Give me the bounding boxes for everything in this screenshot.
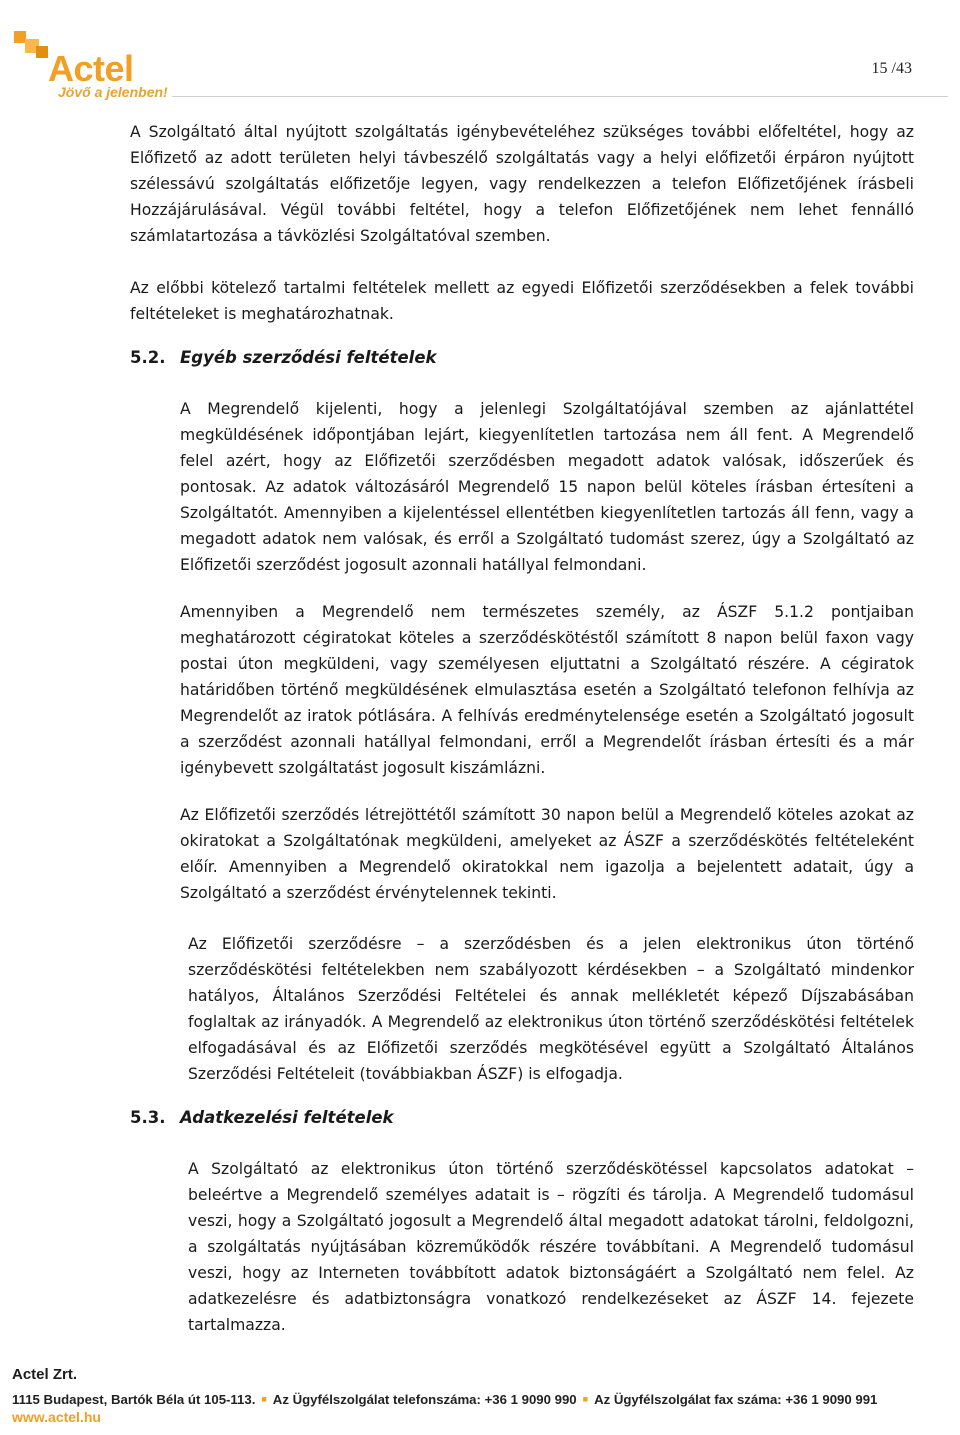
footer-website-link[interactable]: www.actel.hu — [12, 1409, 101, 1425]
header-divider — [172, 96, 948, 97]
bullet-square-icon: ■ — [261, 1394, 267, 1404]
footer-address: 1115 Budapest, Bartók Béla út 105-113. — [12, 1392, 256, 1407]
section-title: Egyéb szerződési feltételek — [180, 348, 437, 367]
paragraph-company-documents: Amennyiben a Megrendelő nem természetes személy, az ÁSZF 5.1.2 pontjaiban meghatározott cégiratokat köteles a szerződéskötéstől számított 8 napon belül faxon vagy postai úton megküldeni, vagy személyesen eljuttatni a Szolgáltató részére. A cégiratok határidőben történő megküldésének elmulasztása esetén a Szolgáltató telefonon felhívja az Megrendelőt az iratok pótlására. A felhívás eredménytelensége esetén a Szolgáltató jogosult a szerződést azonnali hatállyal felmondani, erről a Megrendelőt írásban értesíti és a már igénybevett szolgáltatást jogosult kiszámlázni. — [180, 603, 914, 777]
paragraph-prerequisites: A Szolgáltató által nyújtott szolgáltatás igénybevételéhez szükséges további előfeltétel, hogy az Előfizető az adott területen helyi távbeszélő szolgáltatás vagy a helyi előfizetői érpáron nyújtott szélessávú szolgáltatás előfizetője legyen, vagy rendelkezzen a telefon Előfizetőjének írásbeli Hozzájárulásával. Végül további feltétel, hogy a telefon Előfizetőjének nem lehet fennálló számlatartozása a távközlési Szolgáltatóval szemben. — [130, 123, 914, 245]
logo-tagline: Jövő a jelenben! — [58, 84, 168, 100]
paragraph-additional-terms: Az előbbi kötelező tartalmi feltételek mellett az egyedi Előfizetői szerződésekben a felek további feltételeket is meghatározhatnak. — [130, 279, 914, 323]
bullet-square-icon: ■ — [582, 1394, 589, 1404]
footer-phone: Az Ügyfélszolgálat telefonszáma: +36 1 9090 990 — [272, 1392, 577, 1407]
page-footer — [12, 1366, 952, 1425]
section-heading-5-2 — [130, 348, 437, 367]
paragraph-governing-terms: Az Előfizetői szerződésre – a szerződésben és a jelen elektronikus úton történő szerződéskötési feltételekben nem szabályozott kérdésekben – a Szolgáltató mindenkor hatályos, Általános Szerződési Feltételei és annak mellékletét képező Díjszabásában foglaltak az irányadók. A Megrendelő az elektronikus úton történő szerződéskötési feltételek elfogadásával és az Előfizetői szerződés megkötésével együtt a Szolgáltató Általános Szerződési Feltételeit (továbbiakban ÁSZF) is elfogadja. — [188, 935, 914, 1083]
footer-company: Actel Zrt. — [12, 1366, 78, 1383]
logo-wordmark: Actel — [48, 48, 134, 89]
section-number: 5.2. — [130, 348, 166, 367]
section-number: 5.3. — [130, 1108, 166, 1127]
section-title: Adatkezelési feltételek — [180, 1108, 394, 1127]
page-number: 15 /43 — [871, 60, 912, 77]
section-heading-5-3 — [130, 1108, 394, 1127]
footer-contact-line — [12, 1392, 952, 1407]
paragraph-deadline: Az Előfizetői szerződés létrejöttétől számított 30 napon belül a Megrendelő köteles azokat az okiratokat a Szolgáltatónak megküldeni, amelyeket az ÁSZF a szerződéskötés feltételeként előír. Amennyiben a Megrendelő okiratokkal nem igazolja a bejelentett adatait, úgy a Szolgáltató a szerződést érvénytelennek tekinti. — [180, 806, 914, 902]
paragraph-declaration: A Megrendelő kijelenti, hogy a jelenlegi Szolgáltatójával szemben az ajánlattétel megküldésének időpontjában lejárt, kiegyenlítetlen tartozása nem áll fent. A Megrendelő felel azért, hogy az Előfizetői szerződésben megadott adatok valósak, időszerűek és pontosak. Az adatok változásáról Megrendelő 15 napon belül köteles írásban értesíteni a Szolgáltatót. Amennyiben a kijelentéssel ellentétben kiegyenlítetlen tartozás áll fenn, vagy a megadott adatok nem valósak, és erről a Szolgáltató tudomást szerez, úgy a Szolgáltató az Előfizetői szerződést jogosult azonnali hatállyal felmondani. — [180, 400, 914, 574]
footer-fax: Az Ügyfélszolgálat fax száma: +36 1 9090 991 — [594, 1392, 878, 1407]
paragraph-data-handling: A Szolgáltató az elektronikus úton történő szerződéskötéssel kapcsolatos adatokat – beleértve a Megrendelő személyes adatait is – rögzíti és tárolja. A Megrendelő tudomásul veszi, hogy a Szolgáltató jogosult a Megrendelő által megadott adatokat tárolni, feldolgozni, a szolgáltatás nyújtásában közreműködők részére továbbítani. A Megrendelő tudomásul veszi, hogy az Interneten továbbított adatok biztonságáért a Szolgáltató nem felel. Az adatkezelésre és adatbiztonságra vonatkozó rendelkezéseket az ÁSZF 14. fejezete tartalmazza. — [188, 1160, 914, 1334]
